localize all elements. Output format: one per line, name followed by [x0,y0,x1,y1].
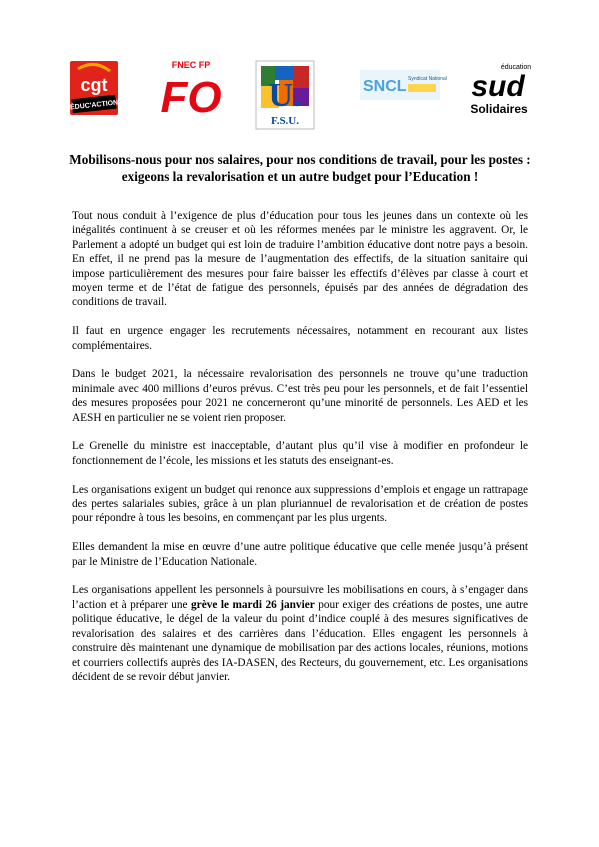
paragraph-strike-call [72,583,528,684]
strike-date: grève le mardi 26 janvier [191,598,315,611]
document-body [72,209,528,699]
paragraph-demands: Les organisations exigent un budget qui renonce aux suppressions d’emplois et engage un rattrapage des pertes salariales subies, grâce à un plan pluriannuel de revalorisation et de création de postes pour répondre à tous les besoins, en commençant par les plus urgents. [72,483,528,525]
fsu-logo [255,60,315,130]
page-title: Mobilisons-nous pour nos salaires, pour nos conditions de travail, pour les postes : exigeons la revalorisation et un autre budget pour l’Education ! [69,152,531,184]
sncl-logo-side-text: Syndicat National [408,76,447,82]
sud-logo-top-text: éducation [500,64,532,71]
fsu-logo-text: F.S.U. [270,115,300,127]
sncl-logo-text: SNCL [363,78,407,95]
paragraph-policy: Elles demandent la mise en œuvre d’une autre politique éducative que celle menée jusqu’à présent par le Ministre de l’Education Nationale. [72,541,528,568]
cgt-logo-subtext: ÉDUC'ACTION [69,99,119,112]
strike-call-intro: Les organisations appellent les personnels à poursuivre les mobilisations en cours, à s’engager dans l’action et à préparer une [72,584,528,611]
fnec-fp-fo-logo [160,58,222,122]
strike-call-rest: pour exiger des créations de postes, une autre politique éducative, le dégel de la valeur du point d’indice couplé à des mesures significatives de revalorisation des salaires et des carrières dans l’éducation. Elles engagent les personnels à construire dès maintenant une dynamique de mobilisation par des actions locales, réunions, motions et courriers collectifs auprès des IA-DASEN, des Recteurs, du gouvernement, etc. Les organisations décident de se revoir début janvier. [72,598,529,683]
fo-logo-top-text: FNEC FP [171,60,211,70]
cgt-educaction-logo [68,59,120,117]
paragraph-context: Tout nous conduit à l’exigence de plus d’éducation pour tous les jeunes dans un contexte où les inégalités continuent à se creuser et où les réformes menées par le ministre les aggravent. Or, le Parlement a adopté un budget qui est loin de traduire l’ambition éducative dont notre pays a besoin. En effet, il ne prend pas la mesure de l’augmentation des effectifs, de la situation sanitaire qui impose particulièrement des mesures pour faire baisser les effectifs d’élèves par classe à court et moyen terme et de l’état de fatigue des personnels, épuisés par des années de dégradation des conditions de travail. [72,210,528,309]
fo-logo-text: FO [160,73,222,122]
cgt-logo-text: cgt [80,75,108,95]
logos-header [0,0,599,140]
fsu-logo-mark: U. [268,77,302,114]
paragraph-recruitment: Il faut en urgence engager les recrutements nécessaires, notamment en recourant aux listes complémentaires. [72,325,528,352]
paragraph-budget-2021: Dans le budget 2021, la nécessaire revalorisation des personnels ne trouve qu’une traduction minimale avec 400 millions d’euros prévus. C’est très peu pour les personnels, et de fait l’essentiel des mesures proposées pour 2021 ne concerneront qu’une minorité de personnels. Les AED et les AESH en particulier ne se voient rien proposer. [72,368,528,424]
paragraph-grenelle: Le Grenelle du ministre est inacceptable, d’autant plus qu’il vise à modifier en profondeur le fonctionnement de l’école, les missions et les statuts des enseignant-es. [72,440,528,467]
sncl-logo [360,70,447,100]
sud-logo-text: sud [471,70,525,103]
sud-education-logo [468,60,530,118]
sud-logo-bottom-text: Solidaires [470,102,528,116]
